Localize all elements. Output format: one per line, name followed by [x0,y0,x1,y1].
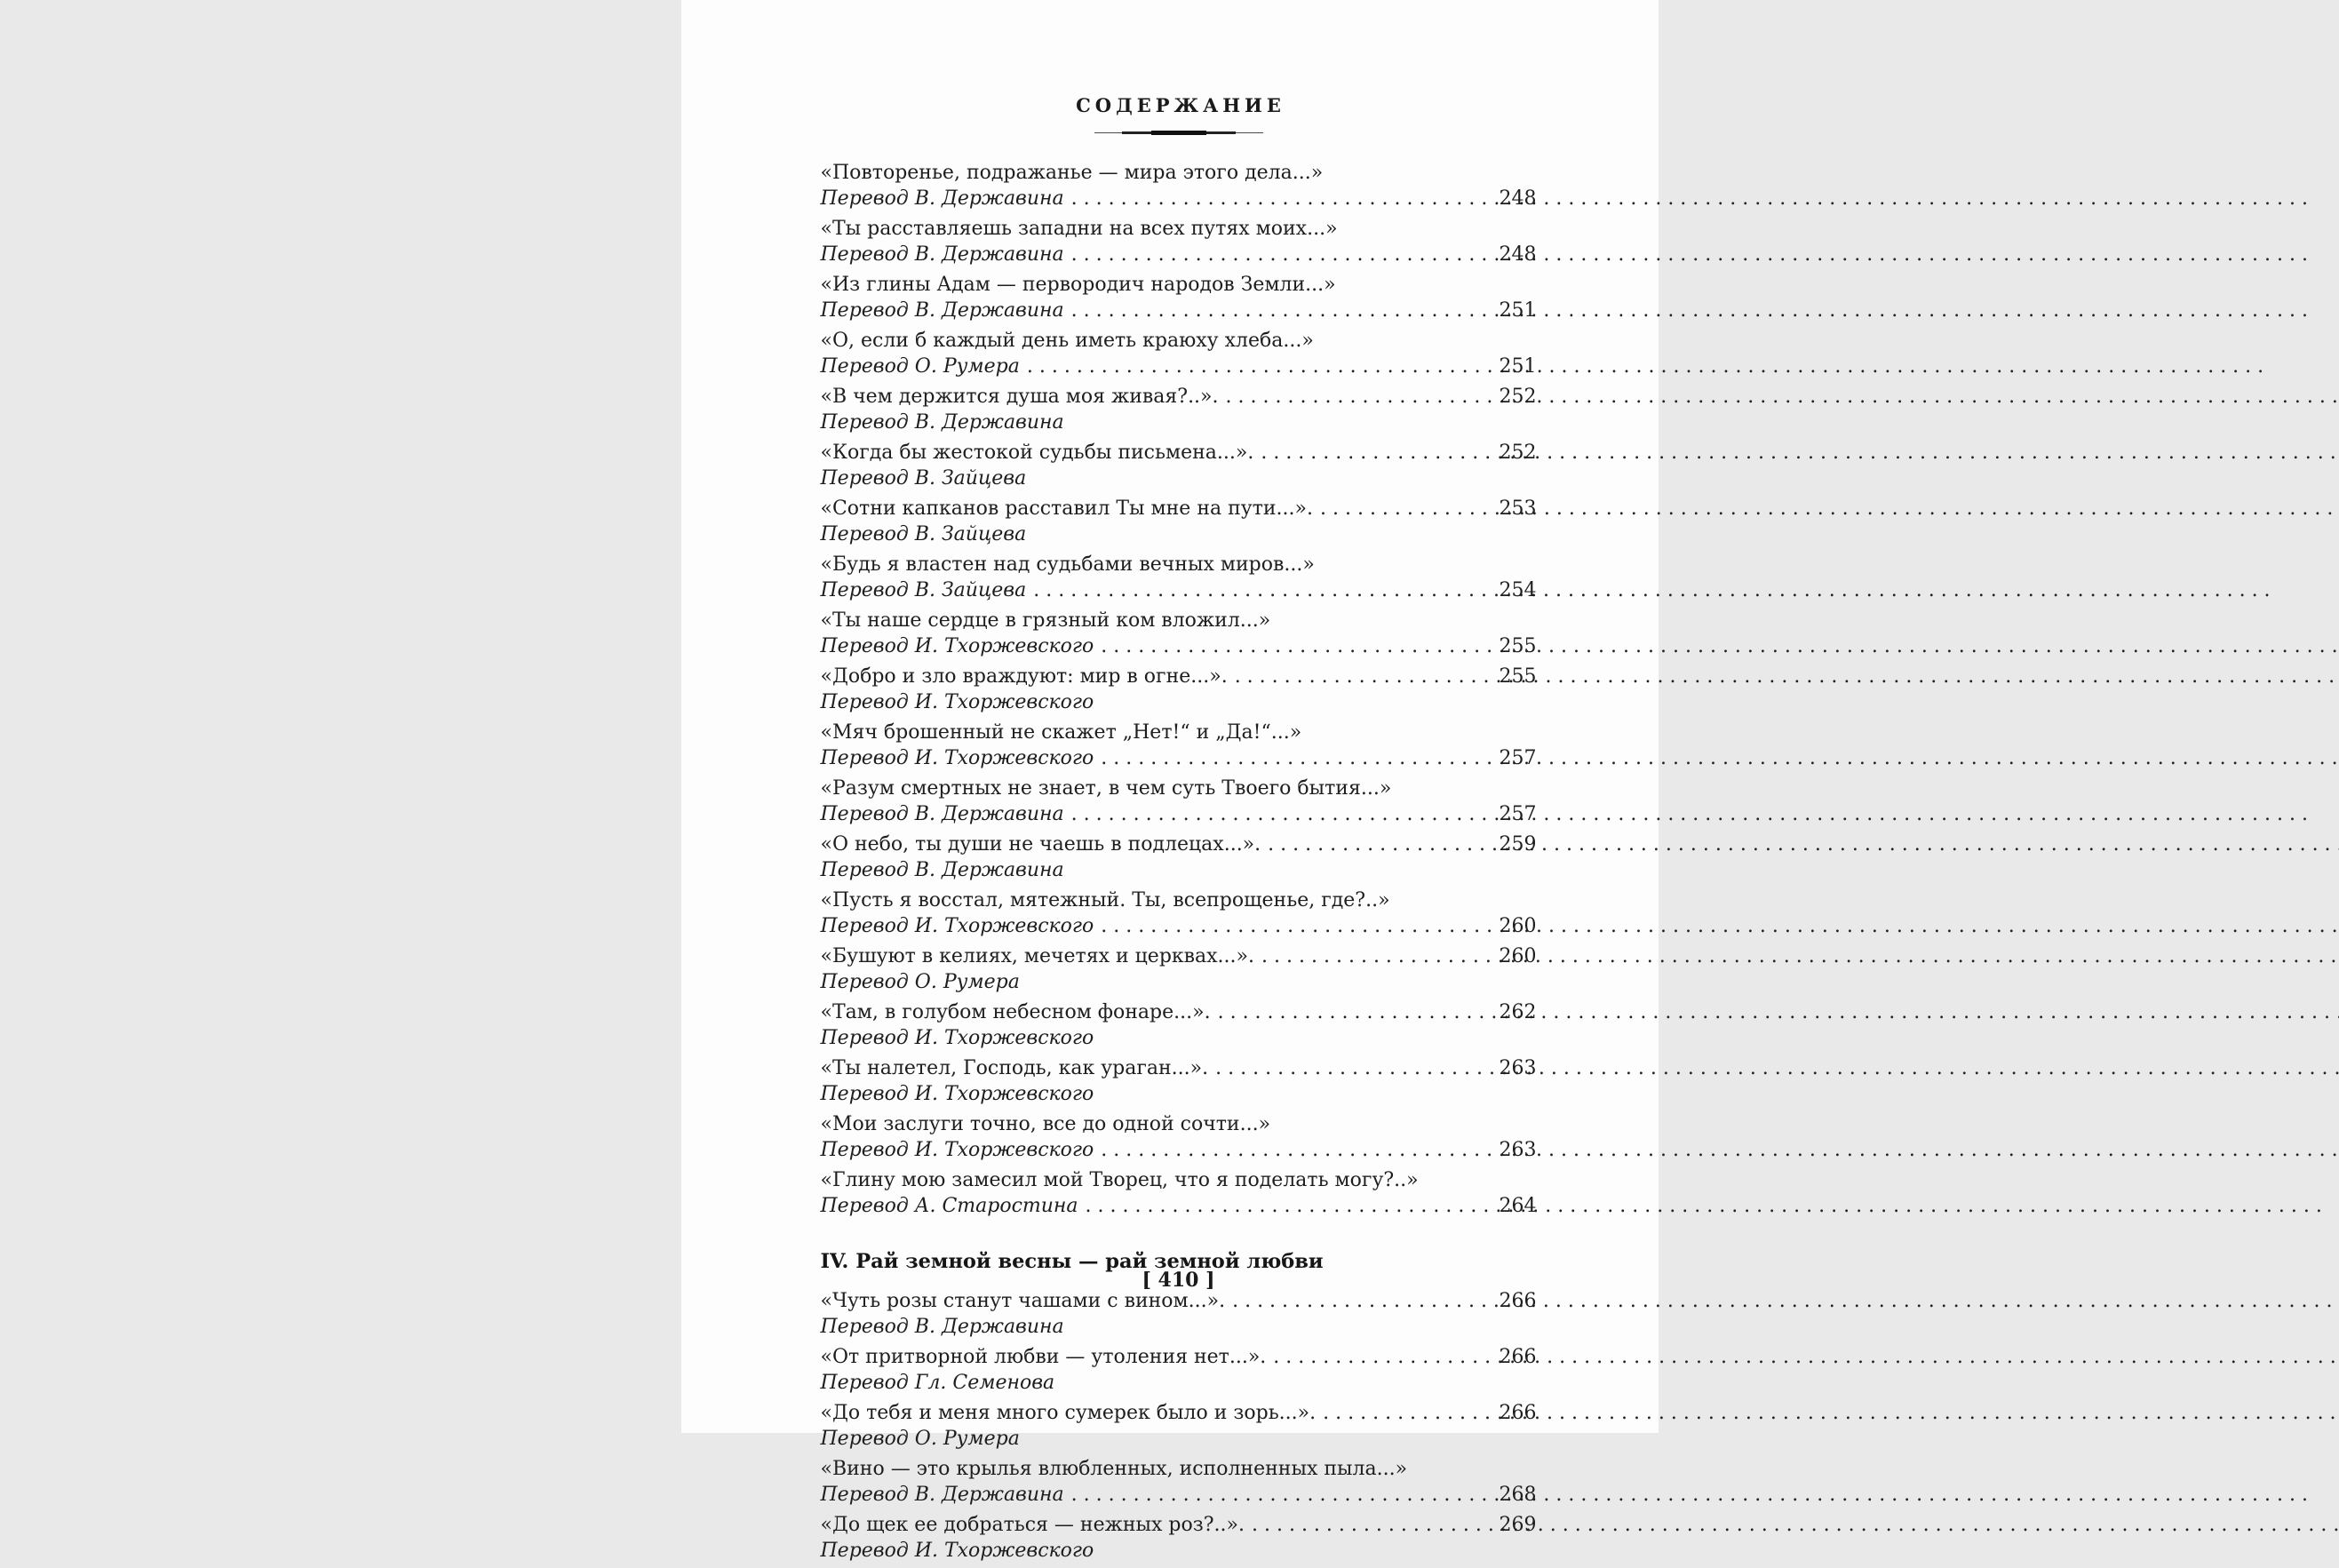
entry-line [821,1055,1537,1107]
dot-leader [1071,1482,1496,1508]
entry-leader-line [821,633,1537,659]
entry-leader-line [821,242,1537,267]
dot-leader [1252,1512,1496,1538]
entry-text-group [821,440,1254,491]
toc-entry [821,1512,1537,1564]
entry-title: «Мои заслуги точно, все до одной сочти...» [820,1113,1271,1135]
toc-entry [821,1167,1537,1219]
dot-leader [1071,186,1496,211]
entry-title-line [821,160,1537,186]
entry-title: «Сотни капканов расставил Ты мне на пути...». [820,497,1313,520]
entry-title: «В чем держится душа моя живая?..». [820,386,1219,408]
entry-translator: Перевод В. Державина [820,299,1064,322]
toc-section-heading: IV. Рай земной весны — рай земной любви [820,1250,1324,1273]
page-content [821,94,1537,1568]
entry-title: «Когда бы жестокой судьбы письмена...». [820,442,1254,464]
toc-entry [821,887,1537,939]
entry-leader-line [821,354,1537,379]
entry-line [821,943,1537,995]
entry-translator: Перевод И. Тхоржевского [820,1540,1094,1562]
entry-page-number: 253 [1499,497,1537,520]
entry-page-number: 252 [1499,442,1537,464]
dot-leader [1071,242,1496,267]
entry-line [821,496,1537,547]
dot-leader [1071,801,1496,827]
entry-leader-line [821,577,1537,603]
entry-translator: Перевод И. Тхоржевского [820,915,1094,937]
entry-title: «Вино — это крылья влюбленных, исполненных пыла...» [820,1458,1408,1480]
entry-title: «До щек ее добраться — нежных роз?..». [820,1514,1245,1536]
entry-leader-line [821,186,1537,211]
toc-entry [821,160,1537,211]
entry-translator: Перевод И. Тхоржевского [820,691,1094,713]
entry-title-line [821,887,1537,913]
entry-text-group [821,999,1211,1051]
dot-leader [1086,1193,1496,1219]
entry-translator: Перевод В. Державина [820,859,1064,881]
entry-title: «Из глины Адам — первородич народов Земли...» [820,274,1336,296]
toc-entry [821,1111,1537,1163]
dot-leader [1268,832,1495,857]
entry-page-number: 268 [1499,1484,1537,1506]
toc-entry [821,272,1537,323]
toc-entry [821,1400,1537,1452]
entry-title-line [821,776,1537,801]
dot-leader [1101,913,1495,939]
entry-page-number: 260 [1499,945,1537,967]
entry-title-line [821,1456,1537,1482]
toc-entry [821,943,1537,995]
page-footer [821,1269,1537,1292]
entry-leader-line [821,1193,1537,1219]
entry-page-number: 269 [1499,1514,1537,1536]
toc-entry [821,1055,1537,1107]
entry-title: «Разум смертных не знает, в чем суть Твоего бытия...» [820,777,1392,800]
entry-page-number: 251 [1499,299,1537,322]
entry-title: «Мяч брошенный не скажет „Нет!“ и „Да!“...» [820,721,1302,744]
entry-leader-line [821,298,1537,323]
entry-page-number: 266 [1499,1402,1537,1424]
toc-entry [821,664,1537,715]
entry-translator: Перевод В. Державина [820,1484,1064,1506]
entry-translator: Перевод В. Державина [820,1316,1064,1338]
dot-leader [1215,1055,1495,1081]
entry-title: «О, если б каждый день иметь краюху хлеба...» [820,330,1314,352]
toc-entry [821,1456,1537,1508]
entry-title: «Бушуют в келиях, мечетях и церквах...». [820,945,1254,967]
entry-text-group [821,496,1313,547]
entry-text-group [821,943,1255,995]
entry-translator: Перевод В. Державина [820,803,1064,825]
entry-translator: Перевод В. Державина [820,187,1064,210]
entry-page-number: 263 [1499,1057,1537,1079]
decorative-divider [1094,130,1263,135]
entry-title: «Добро и зло враждуют: мир в огне...». [820,665,1228,688]
entry-title-line [821,1167,1537,1193]
dot-leader [1261,440,1495,466]
entry-page-number: 257 [1499,803,1537,825]
entry-title: «Глину мою замесил мой Творец, что я поделать могу?..» [820,1169,1419,1191]
entry-line [821,440,1537,491]
entry-page-number: 255 [1499,635,1537,657]
entry-page-number: 262 [1499,1001,1537,1023]
entry-line [821,384,1537,435]
entry-translator: Перевод В. Державина [820,243,1064,266]
toc-entry [821,384,1537,435]
entry-page-number: 263 [1499,1139,1537,1161]
entry-translator: Перевод В. Зайцева [820,467,1027,490]
entry-translator: Перевод В. Зайцева [820,579,1027,601]
entry-page-number: 248 [1499,187,1537,210]
dot-leader [1226,384,1496,410]
dot-leader [1101,633,1495,659]
entry-page-number: 252 [1499,386,1537,408]
dot-leader [1218,999,1496,1025]
entry-text-group [821,1055,1209,1107]
entry-page-number: 257 [1499,747,1537,769]
dot-leader [1235,664,1496,689]
entry-title: «Ты налетел, Господь, как ураган...». [820,1057,1209,1079]
toc-entry [821,1288,1537,1340]
dot-leader [1071,298,1496,323]
entry-leader-line [821,745,1537,771]
divider-thick-rule [1151,131,1206,135]
entry-text-group [821,664,1228,715]
dot-leader [1101,745,1495,771]
toc-entry [821,776,1537,827]
toc-entry [821,608,1537,659]
entry-leader-line [821,913,1537,939]
toc-entry [821,1344,1537,1396]
toc-list [821,160,1537,1564]
entry-translator: Перевод О. Румера [820,1428,1020,1450]
dot-leader [1033,577,1495,603]
entry-page-number: 266 [1499,1290,1537,1312]
entry-page-number: 251 [1499,355,1537,378]
entry-translator: Перевод И. Тхоржевского [820,1139,1094,1161]
entry-page-number: 254 [1499,579,1537,601]
toc-entry [821,832,1537,883]
entry-title: «Там, в голубом небесном фонаре...». [820,1001,1211,1023]
toc-entry [821,496,1537,547]
entry-title: «Ты расставляешь западни на всех путях моих...» [820,218,1338,240]
entry-text-group [821,1512,1245,1564]
entry-title-line [821,216,1537,242]
entry-translator: Перевод И. Тхоржевского [820,1083,1094,1105]
entry-title: «До тебя и меня много сумерек было и зорь...». [820,1402,1317,1424]
entry-page-number: 260 [1499,915,1537,937]
entry-translator: Перевод В. Зайцева [820,523,1027,545]
toc-entry [821,720,1537,771]
entry-text-group [821,384,1219,435]
entry-translator: Перевод О. Румера [820,355,1020,378]
entry-title-line [821,272,1537,298]
entry-title: «От притворной любви — утоления нет...». [820,1346,1267,1368]
toc-entry [821,440,1537,491]
entry-title: «Повторенье, подражанье — мира этого дела...» [820,162,1324,184]
entry-line [821,1512,1537,1564]
entry-page-number: 255 [1499,665,1537,688]
entry-translator: Перевод И. Тхоржевского [820,635,1094,657]
toc-entry [821,216,1537,267]
dot-leader [1261,943,1496,969]
book-page [681,0,1659,1562]
entry-page-number: 259 [1499,833,1537,856]
dot-leader [1232,1288,1495,1314]
entry-text-group [821,1400,1317,1452]
entry-page-number: 266 [1499,1346,1537,1368]
entry-leader-line [821,801,1537,827]
entry-text-group [821,1344,1267,1396]
entry-title-line [821,328,1537,354]
entry-page-number: 264 [1499,1195,1537,1217]
entry-line [821,1344,1537,1396]
entry-line [821,1400,1537,1452]
dot-leader [1323,1400,1495,1426]
entry-page-number: 248 [1499,243,1537,266]
entry-line [821,832,1537,883]
entry-title: «Пусть я восстал, мятежный. Ты, всепрощенье, где?..» [820,889,1390,911]
entry-text-group [821,1288,1226,1340]
entry-text-group [821,832,1261,883]
entry-title: «О небо, ты души не чаешь в подлецах...». [820,833,1261,856]
dot-leader [1320,496,1496,521]
folio-number: [ 410 ] [1142,1269,1215,1292]
dot-leader [1027,354,1496,379]
entry-leader-line [821,1137,1537,1163]
entry-translator: Перевод А. Старостина [820,1195,1078,1217]
entry-title: «Чуть розы станут чашами с вином...». [820,1290,1226,1312]
entry-translator: Перевод О. Румера [820,971,1020,993]
entry-title-line [821,552,1537,577]
dot-leader [1273,1344,1495,1370]
entry-title-line [821,720,1537,745]
entry-leader-line [821,1482,1537,1508]
entry-title: «Будь я властен над судьбами вечных миров...» [820,553,1315,576]
toc-entry [821,999,1537,1051]
entry-title: «Ты наше сердце в грязный ком вложил...» [820,609,1271,632]
entry-translator: Перевод В. Державина [820,411,1064,434]
entry-translator: Перевод И. Тхоржевского [820,747,1094,769]
entry-line [821,1288,1537,1340]
entry-title-line [821,1111,1537,1137]
entry-line [821,999,1537,1051]
toc-entry [821,552,1537,603]
dot-leader [1101,1137,1495,1163]
entry-translator: Перевод Гл. Семенова [820,1372,1055,1394]
page-title: СОДЕРЖАНИЕ [1076,94,1285,116]
toc-entry [821,328,1537,379]
entry-line [821,664,1537,715]
entry-title-line [821,608,1537,633]
entry-translator: Перевод И. Тхоржевского [820,1027,1094,1049]
